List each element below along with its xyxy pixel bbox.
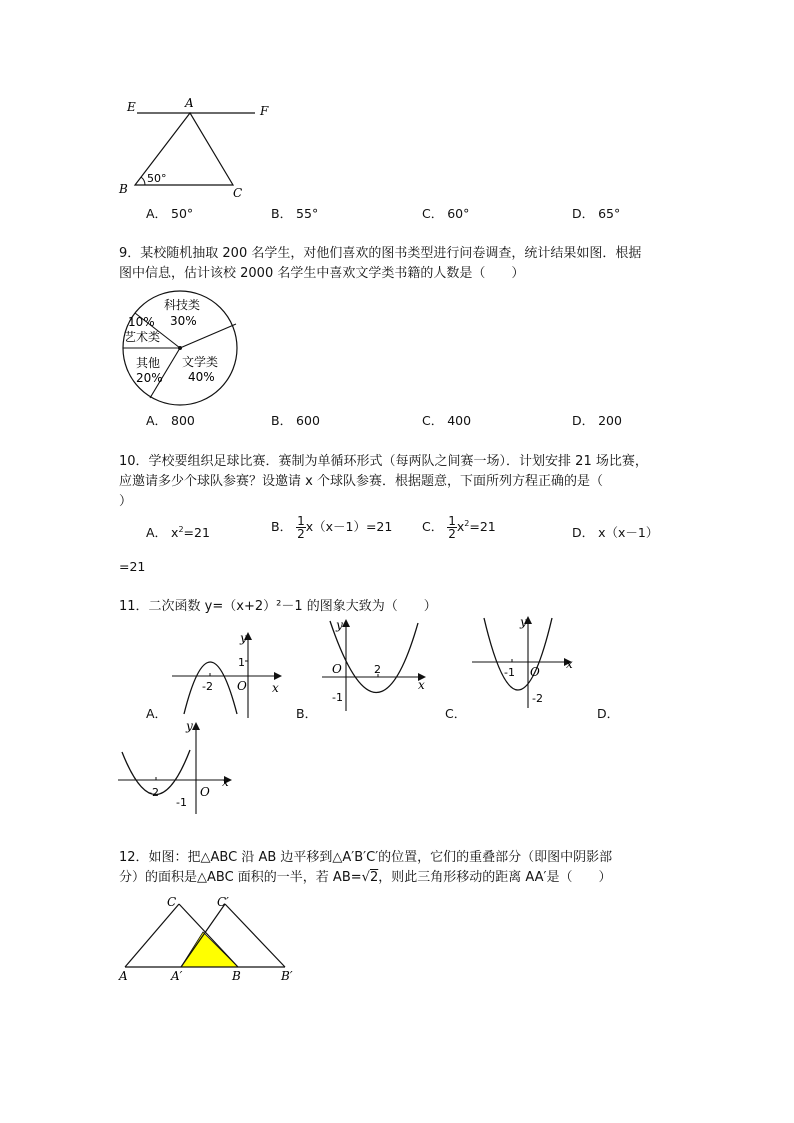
q8-option-c[interactable]: C． 60° [422, 206, 470, 221]
q11-graph-d[interactable] [118, 718, 238, 818]
q8-triangle-figure [115, 95, 285, 205]
q12-text [119, 848, 679, 888]
pie-label-wenxue: 文学类 [182, 355, 219, 369]
origin-label: O [237, 679, 247, 693]
point-e-label: E [127, 100, 136, 114]
tick-label: -1 [504, 666, 515, 679]
tick-label: -1 [176, 796, 187, 809]
tick-label: -2 [202, 680, 213, 693]
q12-line2: 分）的面积是△ABC 面积的一半，若 AB=√2，则此三角形移动的距离 AA′是（ ） [119, 870, 612, 885]
q10-line3: ） [119, 494, 133, 509]
q10-option-b[interactable]: B． $\frac{1}{2}$ x（x－1）=21 [271, 514, 393, 541]
pie-label-yishu: 艺术类 [124, 330, 161, 344]
q10-option-c[interactable]: C． $\frac{1}{2}$ $x^2=21$ [422, 514, 496, 541]
axis-x-label: x [418, 678, 425, 692]
q8-option-b[interactable]: B． 55° [271, 206, 319, 221]
q11-option-a-label[interactable]: A． [146, 706, 168, 721]
fraction-one-half: $\frac{1}{2}$ [297, 514, 305, 541]
origin-label: O [332, 662, 342, 676]
tick-label: 1 [238, 656, 245, 669]
tick-label: -1 [332, 691, 343, 704]
tick-label: -2 [148, 786, 159, 799]
point-b-prime-label: B′ [281, 969, 293, 983]
q11-graph-a[interactable] [172, 630, 287, 720]
pie-label-qita: 其他 [136, 356, 161, 370]
q11-text: 11．二次函数 y=（x+2）²－1 的图象大致为（ ） [119, 599, 437, 614]
axis-y-label: y [336, 618, 343, 632]
point-b-label: B [119, 182, 128, 196]
point-c-label: C [167, 895, 177, 909]
axis-x-label: x [272, 681, 279, 695]
tick-label: -2 [532, 692, 543, 705]
q9-option-c[interactable]: C． 400 [422, 413, 472, 428]
axis-x-label: x [566, 657, 573, 671]
q10-text [119, 452, 679, 512]
q9-option-d[interactable]: D． 200 [572, 413, 622, 428]
axis-y-label: y [186, 719, 193, 733]
q10-option-d[interactable]: D． x（x－1） [572, 525, 659, 540]
point-c-prime-label: C′ [217, 895, 229, 909]
radicand: 2 [369, 870, 379, 885]
q8-option-a[interactable]: A． 50° [146, 206, 194, 221]
pie-pct-qita: 20% [136, 371, 163, 385]
q9-option-b[interactable]: B． 600 [271, 413, 320, 428]
axis-y-label: y [520, 615, 527, 629]
origin-label: O [530, 665, 540, 679]
q11-option-c-label[interactable]: C． [445, 706, 467, 721]
point-f-label: F [260, 104, 269, 118]
q11-graph-c[interactable] [472, 612, 582, 712]
point-a-label: A [119, 969, 128, 983]
q12-translation-figure [115, 892, 315, 987]
q11-graph-b[interactable] [322, 615, 432, 715]
q9-option-a[interactable]: A． 800 [146, 413, 195, 428]
point-a-label: A [185, 96, 194, 110]
q8-option-d[interactable]: D． 65° [572, 206, 621, 221]
q9-pie-chart [120, 290, 240, 410]
point-c-label: C [233, 186, 243, 200]
axis-y-label: y [240, 631, 247, 645]
pie-label-keji: 科技类 [164, 298, 201, 312]
origin-label: O [200, 785, 210, 799]
pie-pct-keji: 30% [170, 314, 197, 328]
fraction-one-half: $\frac{1}{2}$ [448, 514, 456, 541]
q10-line1: 10．学校要组织足球比赛．赛制为单循环形式（每两队之间赛一场）．计划安排 21 场比赛， [119, 454, 648, 469]
q9-line2: 图中信息，估计该校 2000 名学生中喜欢文学类书籍的人数是（ ） [119, 266, 525, 281]
q10-line2: 应邀请多少个球队参赛？设邀请 x 个球队参赛．根据题意，下面所列方程正确的是（ [119, 474, 603, 489]
q10-option-a[interactable]: A． $x^2=21$ [146, 524, 210, 540]
point-b-label: B [232, 969, 241, 983]
point-a-prime-label: A′ [171, 969, 183, 983]
axis-x-label: x [222, 775, 229, 789]
pie-pct-yishu: 10% [128, 315, 155, 329]
q9-text [119, 244, 679, 284]
q10-option-d-continued: =21 [119, 559, 146, 574]
q11-option-b-label[interactable]: B． [296, 706, 318, 721]
angle-label: 50° [147, 172, 167, 185]
pie-pct-wenxue: 40% [188, 370, 215, 384]
sqrt-symbol: √ [361, 870, 370, 885]
q12-line1: 12．如图：把△ABC 沿 AB 边平移到△A′B′C′的位置，它们的重叠部分（即图中阴影部 [119, 850, 613, 865]
q11-option-d-label[interactable]: D． [597, 706, 620, 721]
q9-line1: 9．某校随机抽取 200 名学生，对他们喜欢的图书类型进行问卷调查，统计结果如图．根据 [119, 246, 642, 261]
tick-label: 2 [374, 663, 381, 676]
